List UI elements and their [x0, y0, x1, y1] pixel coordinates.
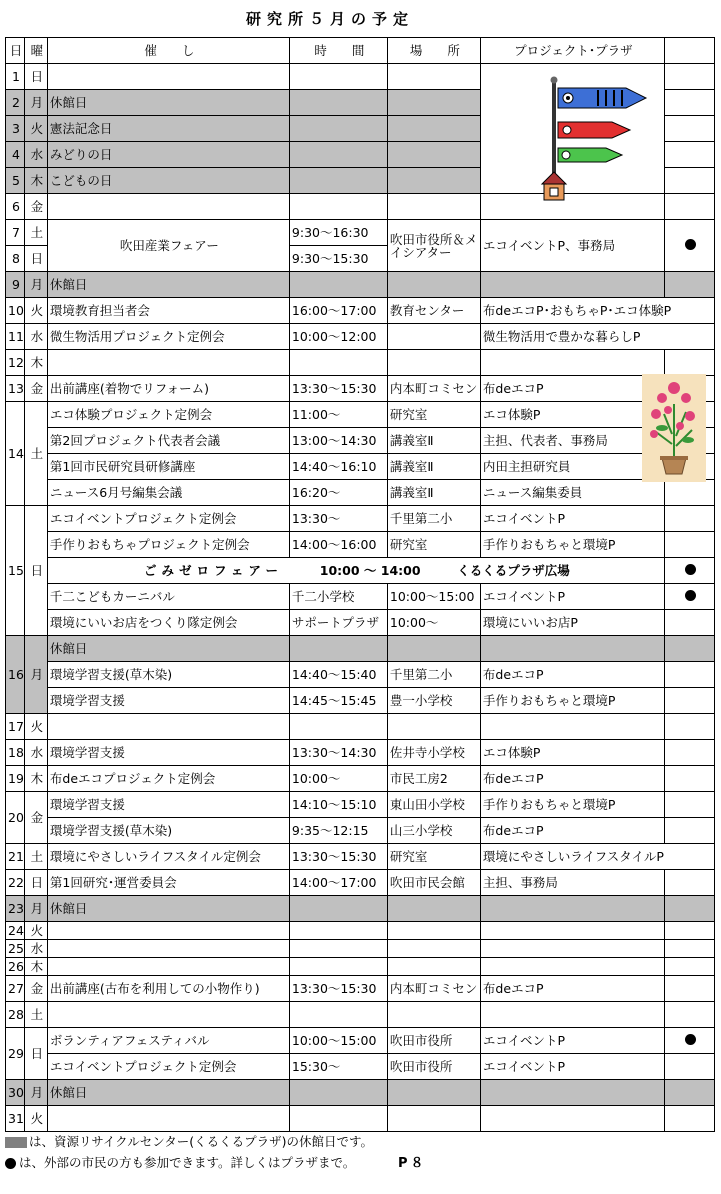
- place-cell: 吹田市役所: [387, 1054, 480, 1080]
- day-cell: 4: [6, 142, 25, 168]
- dow-cell: 土: [24, 402, 47, 506]
- dow-cell: 木: [24, 168, 47, 194]
- project-cell: 環境にいいお店P: [480, 610, 664, 636]
- project-cell: 布deエコP･おもちゃP･エコ体験P: [480, 298, 714, 324]
- project-cell: 環境にやさしいライフスタイルP: [480, 844, 714, 870]
- table-row: [6, 402, 715, 428]
- day-cell: 24: [6, 922, 25, 940]
- header-row: [6, 38, 715, 64]
- project-cell: エコ体験P: [480, 402, 664, 428]
- dow-cell: 火: [24, 714, 47, 740]
- event-cell: 環境教育担当者会: [47, 298, 289, 324]
- page-title: 研究所５月の予定: [245, 10, 414, 28]
- table-row: [6, 324, 715, 350]
- place-cell: 研究室: [387, 844, 480, 870]
- event-cell: 環境にやさしいライフスタイル定例会: [47, 844, 289, 870]
- dow-cell: 月: [24, 272, 47, 298]
- event-cell: 休館日: [47, 272, 289, 298]
- dow-cell: 金: [24, 792, 47, 844]
- project-cell: エコ体験P: [480, 740, 664, 766]
- day-cell: 12: [6, 350, 25, 376]
- table-row: [6, 766, 715, 792]
- place-cell: 講義室Ⅱ: [387, 428, 480, 454]
- table-row: [6, 958, 715, 976]
- time-cell: 千二小学校: [289, 584, 387, 610]
- legend-holiday: [5, 1134, 373, 1150]
- time-cell: 16:20〜: [289, 480, 387, 506]
- place-cell: 研究室: [387, 532, 480, 558]
- time-cell: 13:30〜14:30: [289, 740, 387, 766]
- table-row: [6, 844, 715, 870]
- event-cell: ニュース6月号編集会議: [47, 480, 289, 506]
- dow-cell: 日: [24, 64, 47, 90]
- project-cell: 布deエコP: [480, 976, 664, 1002]
- project-cell: 手作りおもちゃと環境P: [480, 792, 664, 818]
- project-cell: 主担、代表者、事務局: [480, 428, 664, 454]
- table-row: [6, 1002, 715, 1028]
- table-row: [6, 532, 715, 558]
- dow-cell: 木: [24, 958, 47, 976]
- day-cell: 25: [6, 940, 25, 958]
- dow-cell: 日: [24, 246, 47, 272]
- participation-dot-icon: [664, 558, 714, 584]
- project-cell: 布deエコP: [480, 662, 664, 688]
- time-cell: 9:30〜15:30: [289, 246, 387, 272]
- table-row: [6, 376, 715, 402]
- place-cell: 吹田市役所＆メイシアター: [387, 220, 480, 272]
- day-cell: 14: [6, 402, 25, 506]
- day-cell: 22: [6, 870, 25, 896]
- event-cell: 環境学習支援: [47, 740, 289, 766]
- event-cell: 手作りおもちゃプロジェクト定例会: [47, 532, 289, 558]
- header-place: 場 所: [387, 38, 480, 64]
- dow-cell: 火: [24, 922, 47, 940]
- table-row: [6, 350, 715, 376]
- event-cell: 憲法記念日: [47, 116, 289, 142]
- day-cell: 21: [6, 844, 25, 870]
- place-cell: 講義室Ⅱ: [387, 454, 480, 480]
- participation-dot-icon: [664, 220, 714, 272]
- event-cell: 環境学習支援(草木染): [47, 818, 289, 844]
- place-cell: 研究室: [387, 402, 480, 428]
- dow-cell: 木: [24, 350, 47, 376]
- table-row: [6, 584, 715, 610]
- banner-name: ごみゼロフェアー: [144, 563, 284, 578]
- event-cell: 休館日: [47, 90, 289, 116]
- event-cell: 第1回研究･運営委員会: [47, 870, 289, 896]
- project-cell: 微生物活用で豊かな暮らしP: [480, 324, 714, 350]
- event-cell: 休館日: [47, 636, 289, 662]
- event-cell: エコ体験プロジェクト定例会: [47, 402, 289, 428]
- day-cell: 27: [6, 976, 25, 1002]
- event-cell: エコイベントプロジェクト定例会: [47, 506, 289, 532]
- project-cell: エコイベントP: [480, 584, 664, 610]
- dow-cell: 月: [24, 896, 47, 922]
- table-row: [6, 298, 715, 324]
- place-cell: 教育センター: [387, 298, 480, 324]
- event-cell: エコイベントプロジェクト定例会: [47, 1054, 289, 1080]
- table-row: [6, 1080, 715, 1106]
- time-cell: 14:40〜15:40: [289, 662, 387, 688]
- table-row: [6, 714, 715, 740]
- table-row: [6, 506, 715, 532]
- table-row: [6, 272, 715, 298]
- event-cell: 休館日: [47, 896, 289, 922]
- table-row: [6, 792, 715, 818]
- dow-cell: 日: [24, 1028, 47, 1080]
- event-cell: 出前講座(古布を利用しての小物作り): [47, 976, 289, 1002]
- koinobori-illustration: [538, 76, 650, 204]
- event-cell: 環境学習支援: [47, 792, 289, 818]
- table-row: [6, 922, 715, 940]
- table-row: [6, 610, 715, 636]
- day-cell: 16: [6, 636, 25, 714]
- place-cell: 市民工房2: [387, 766, 480, 792]
- time-cell: 9:35〜12:15: [289, 818, 387, 844]
- time-cell: 10:00〜: [289, 766, 387, 792]
- dow-cell: 水: [24, 740, 47, 766]
- table-row: [6, 740, 715, 766]
- time-cell: 13:30〜: [289, 506, 387, 532]
- header-event: 催 し: [47, 38, 289, 64]
- legend-holiday-text: は、資源リサイクルセンター(くるくるプラザ)の休館日です。: [29, 1134, 374, 1149]
- dow-cell: 金: [24, 376, 47, 402]
- time-cell: 14:45〜15:45: [289, 688, 387, 714]
- project-cell: ニュース編集委員: [480, 480, 664, 506]
- header-time: 時 間: [289, 38, 387, 64]
- dow-cell: 火: [24, 116, 47, 142]
- participation-dot-icon: [664, 584, 714, 610]
- dow-cell: 金: [24, 976, 47, 1002]
- table-row: [6, 870, 715, 896]
- dow-cell: 日: [24, 870, 47, 896]
- table-row: [6, 818, 715, 844]
- event-cell: 千二こどもカーニバル: [47, 584, 289, 610]
- place-cell: 吹田市民会館: [387, 870, 480, 896]
- event-cell: 休館日: [47, 1080, 289, 1106]
- event-cell: ボランティアフェスティバル: [47, 1028, 289, 1054]
- project-cell: 布deエコP: [480, 818, 664, 844]
- time-cell: 10:00〜12:00: [289, 324, 387, 350]
- day-cell: 26: [6, 958, 25, 976]
- day-cell: 20: [6, 792, 25, 844]
- project-cell: エコイベントP: [480, 1028, 664, 1054]
- time-cell: 14:40〜16:10: [289, 454, 387, 480]
- time-cell: 13:30〜15:30: [289, 376, 387, 402]
- day-cell: 18: [6, 740, 25, 766]
- place-cell: 千里第二小: [387, 662, 480, 688]
- page-number: P８: [398, 1156, 427, 1171]
- table-row: [6, 454, 715, 480]
- header-mark: [664, 38, 714, 64]
- place-cell: 吹田市役所: [387, 1028, 480, 1054]
- project-cell: エコイベントP: [480, 506, 664, 532]
- place-cell: 10:00〜15:00: [387, 584, 480, 610]
- day-cell: 30: [6, 1080, 25, 1106]
- place-cell: 東山田小学校: [387, 792, 480, 818]
- dow-cell: 木: [24, 766, 47, 792]
- event-cell: 環境学習支援: [47, 688, 289, 714]
- project-cell: 布deエコP: [480, 766, 664, 792]
- table-row: [6, 558, 715, 584]
- table-row: [6, 896, 715, 922]
- dow-cell: 土: [24, 220, 47, 246]
- project-cell: 手作りおもちゃと環境P: [480, 532, 664, 558]
- dow-cell: 日: [24, 506, 47, 636]
- table-row: [6, 636, 715, 662]
- day-cell: 31: [6, 1106, 25, 1132]
- banner-time: 10:00 〜 14:00: [319, 563, 421, 578]
- day-cell: 23: [6, 896, 25, 922]
- day-cell: 7: [6, 220, 25, 246]
- day-cell: 29: [6, 1028, 25, 1080]
- day-cell: 1: [6, 64, 25, 90]
- project-cell: エコイベントP、事務局: [480, 220, 664, 272]
- dow-cell: 火: [24, 298, 47, 324]
- place-cell: 10:00〜: [387, 610, 480, 636]
- table-row: [6, 428, 715, 454]
- project-cell: 主担、事務局: [480, 870, 664, 896]
- project-cell: 内田主担研究員: [480, 454, 664, 480]
- event-cell: 出前講座(着物でリフォーム): [47, 376, 289, 402]
- table-row: [6, 1106, 715, 1132]
- day-cell: 17: [6, 714, 25, 740]
- table-row: [6, 1054, 715, 1080]
- header-project: プロジェクト･プラザ: [480, 38, 664, 64]
- event-cell: 環境にいいお店をつくり隊定例会: [47, 610, 289, 636]
- day-cell: 13: [6, 376, 25, 402]
- project-cell: エコイベントP: [480, 1054, 664, 1080]
- dow-cell: 水: [24, 142, 47, 168]
- participation-dot-icon: [5, 1158, 16, 1169]
- day-cell: 8: [6, 246, 25, 272]
- time-cell: 15:30〜: [289, 1054, 387, 1080]
- event-cell: 環境学習支援(草木染): [47, 662, 289, 688]
- dow-cell: 水: [24, 940, 47, 958]
- table-row: [6, 976, 715, 1002]
- event-cell: 微生物活用プロジェクト定例会: [47, 324, 289, 350]
- table-row: [6, 662, 715, 688]
- dow-cell: 火: [24, 1106, 47, 1132]
- place-cell: 内本町コミセン: [387, 976, 480, 1002]
- gomi-zero-fair-banner: [47, 558, 664, 584]
- flower-pot-illustration: [642, 374, 706, 482]
- time-cell: 16:00〜17:00: [289, 298, 387, 324]
- dow-cell: 月: [24, 90, 47, 116]
- event-cell: こどもの日: [47, 168, 289, 194]
- place-cell: 内本町コミセン: [387, 376, 480, 402]
- dow-cell: 土: [24, 844, 47, 870]
- time-cell: 13:30〜15:30: [289, 976, 387, 1002]
- header-dow: 曜: [24, 38, 47, 64]
- place-cell: 山三小学校: [387, 818, 480, 844]
- dow-cell: 月: [24, 636, 47, 714]
- gray-swatch-icon: [5, 1137, 27, 1148]
- day-cell: 6: [6, 194, 25, 220]
- dow-cell: 水: [24, 324, 47, 350]
- legend-participation: [5, 1155, 355, 1171]
- day-cell: 15: [6, 506, 25, 636]
- time-cell: 10:00〜15:00: [289, 1028, 387, 1054]
- day-cell: 19: [6, 766, 25, 792]
- place-cell: 千里第二小: [387, 506, 480, 532]
- table-row: [6, 480, 715, 506]
- day-cell: 2: [6, 90, 25, 116]
- dow-cell: 土: [24, 1002, 47, 1028]
- time-cell: 11:00〜: [289, 402, 387, 428]
- table-row: [6, 688, 715, 714]
- participation-dot-icon: [664, 1028, 714, 1054]
- table-row: [6, 220, 715, 246]
- place-cell: 佐井寺小学校: [387, 740, 480, 766]
- day-cell: 28: [6, 1002, 25, 1028]
- table-row: [6, 1028, 715, 1054]
- event-cell: 第1回市民研究員研修講座: [47, 454, 289, 480]
- place-cell: 豊一小学校: [387, 688, 480, 714]
- time-cell: 14:00〜17:00: [289, 870, 387, 896]
- event-cell: 布deエコプロジェクト定例会: [47, 766, 289, 792]
- time-cell: 14:00〜16:00: [289, 532, 387, 558]
- time-cell: 13:00〜14:30: [289, 428, 387, 454]
- project-cell: 手作りおもちゃと環境P: [480, 688, 664, 714]
- event-cell: 第2回プロジェクト代表者会議: [47, 428, 289, 454]
- time-cell: サポートプラザ: [289, 610, 387, 636]
- table-row: [6, 940, 715, 958]
- day-cell: 9: [6, 272, 25, 298]
- day-cell: 11: [6, 324, 25, 350]
- time-cell: 9:30〜16:30: [289, 220, 387, 246]
- time-cell: 14:10〜15:10: [289, 792, 387, 818]
- event-cell: みどりの日: [47, 142, 289, 168]
- banner-place: くるくるプラザ広場: [457, 563, 570, 578]
- time-cell: 13:30〜15:30: [289, 844, 387, 870]
- day-cell: 5: [6, 168, 25, 194]
- dow-cell: 月: [24, 1080, 47, 1106]
- header-day: 日: [6, 38, 25, 64]
- legend-participation-text: は、外部の市民の方も参加できます。詳しくはプラザまで。: [19, 1155, 356, 1170]
- project-cell: 布deエコP: [480, 376, 664, 402]
- dow-cell: 金: [24, 194, 47, 220]
- event-cell: 吹田産業フェアー: [47, 220, 289, 272]
- day-cell: 10: [6, 298, 25, 324]
- day-cell: 3: [6, 116, 25, 142]
- place-cell: 講義室Ⅱ: [387, 480, 480, 506]
